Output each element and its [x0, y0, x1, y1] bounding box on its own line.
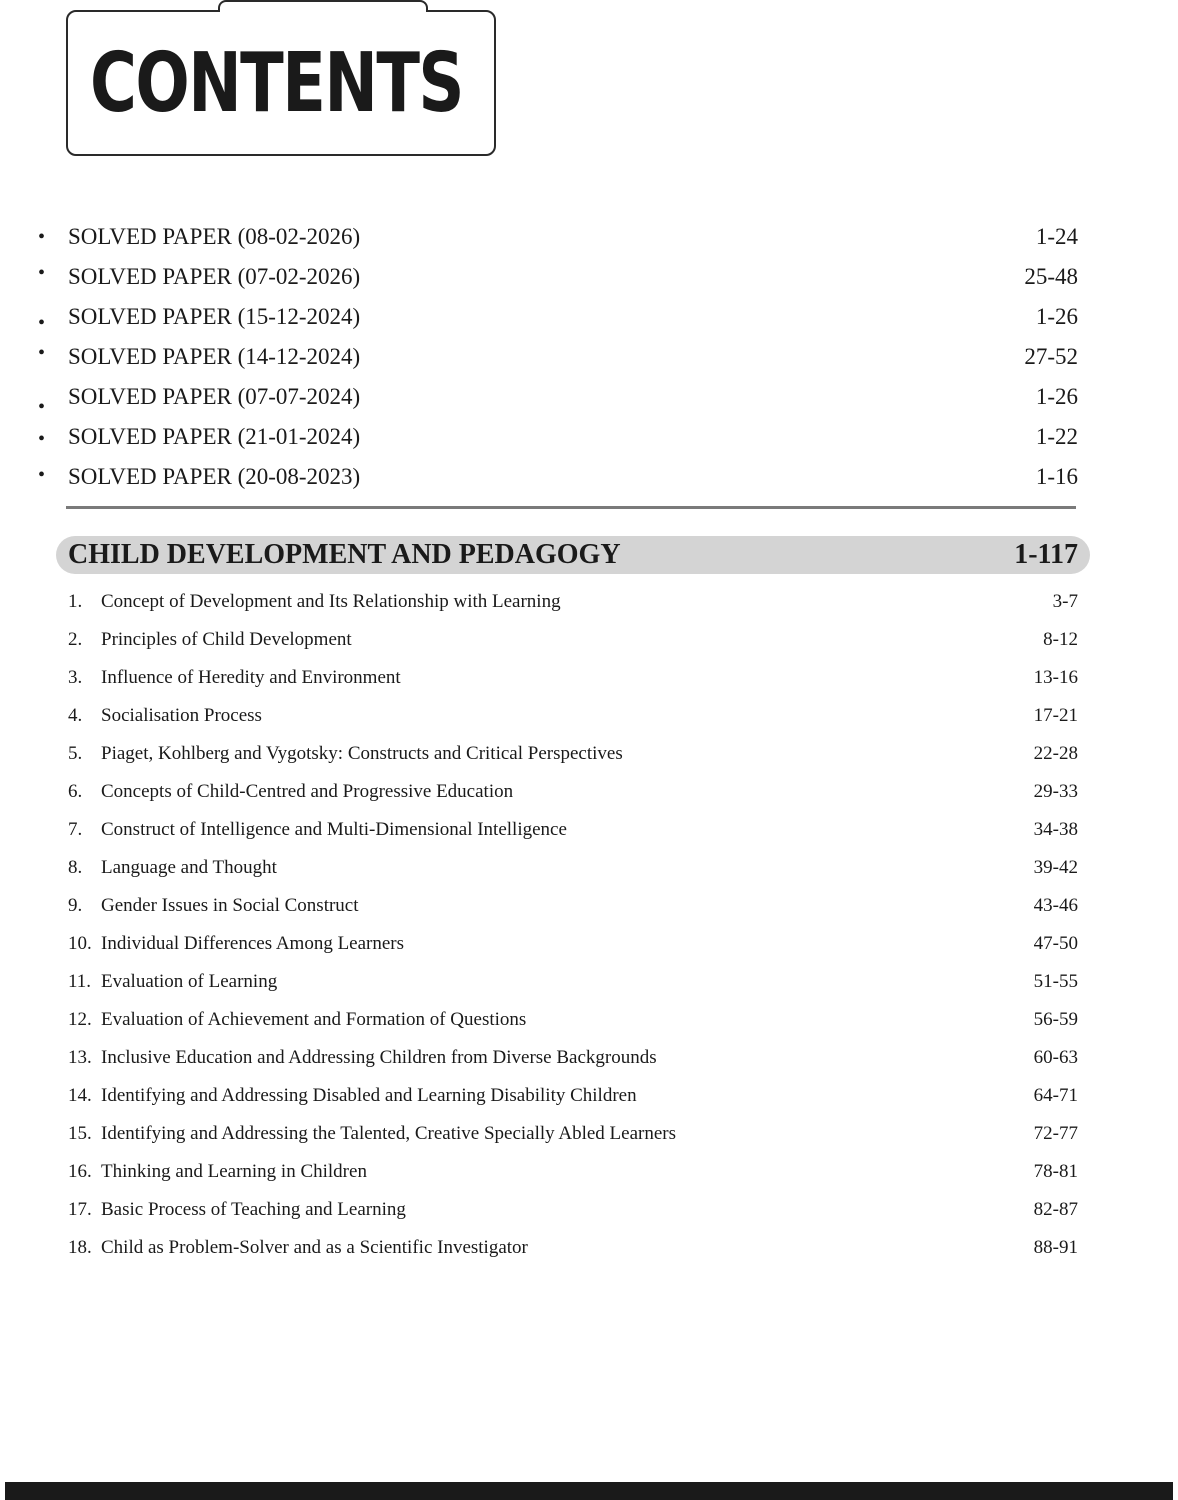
chapter-item [68, 1043, 1080, 1081]
chapter-item [68, 587, 1080, 625]
section-header [56, 536, 1090, 574]
bullet-icon: • [38, 262, 46, 284]
chapter-number: 10. [68, 933, 92, 954]
chapter-pages: 60-63 [1033, 1047, 1078, 1068]
chapter-pages: 43-46 [1033, 895, 1078, 916]
chapter-title: Construct of Intelligence and Multi-Dimensional Intelligence [101, 819, 567, 840]
chapter-title: Individual Differences Among Learners [101, 933, 405, 954]
chapter-pages: 78-81 [1033, 1161, 1078, 1182]
chapter-pages: 34-38 [1033, 819, 1078, 840]
chapter-item [68, 1081, 1080, 1119]
solved-paper-label: SOLVED PAPER (07-02-2026) [68, 264, 361, 289]
chapter-title: Evaluation of Achievement and Formation of Questions [101, 1009, 527, 1030]
page-title: CONTENTS [90, 36, 463, 131]
chapter-item [68, 1195, 1080, 1233]
solved-paper-item [38, 340, 1080, 380]
solved-paper-item [38, 460, 1080, 500]
chapter-item [68, 739, 1080, 777]
solved-paper-label: SOLVED PAPER (08-02-2026) [68, 224, 361, 249]
chapter-pages: 72-77 [1033, 1123, 1078, 1144]
chapter-pages: 47-50 [1033, 933, 1078, 954]
chapter-number: 15. [68, 1123, 92, 1144]
chapter-title: Socialisation Process [101, 705, 262, 726]
chapter-number: 16. [68, 1161, 92, 1182]
chapter-item [68, 1119, 1080, 1157]
chapter-title: Basic Process of Teaching and Learning [101, 1199, 406, 1220]
chapter-title: Influence of Heredity and Environment [101, 667, 401, 688]
solved-paper-label: SOLVED PAPER (21-01-2024) [68, 424, 361, 449]
chapter-pages: 88-91 [1033, 1237, 1078, 1258]
bullet-icon: • [38, 428, 46, 450]
chapter-title: Child as Problem-Solver and as a Scientific Investigator [101, 1237, 528, 1258]
chapter-title: Concepts of Child-Centred and Progressive Education [101, 781, 514, 802]
chapter-item [68, 1233, 1080, 1271]
chapter-pages: 64-71 [1033, 1085, 1078, 1106]
chapter-item [68, 701, 1080, 739]
section-title: CHILD DEVELOPMENT AND PEDAGOGY [68, 539, 621, 570]
chapter-title: Evaluation of Learning [101, 971, 278, 992]
chapter-number: 18. [68, 1237, 92, 1258]
chapter-title: Identifying and Addressing the Talented, Creative Specially Abled Learners [101, 1123, 677, 1144]
chapter-item [68, 625, 1080, 663]
chapter-title: Language and Thought [101, 857, 277, 878]
chapter-item [68, 891, 1080, 929]
chapter-number: 4. [68, 705, 83, 726]
solved-paper-label: SOLVED PAPER (14-12-2024) [68, 344, 361, 369]
chapter-number: 13. [68, 1047, 92, 1068]
chapter-number: 6. [68, 781, 83, 802]
chapter-pages: 39-42 [1033, 857, 1078, 878]
folder-tab-decoration [218, 0, 428, 12]
chapter-pages: 22-28 [1033, 743, 1078, 764]
bullet-icon: • [38, 464, 46, 486]
chapter-pages: 17-21 [1033, 705, 1078, 726]
section-page-range: 1-117 [1014, 539, 1078, 570]
chapter-title: Inclusive Education and Addressing Children from Diverse Backgrounds [101, 1047, 657, 1068]
chapter-number: 3. [68, 667, 83, 688]
solved-paper-item [38, 300, 1080, 340]
chapter-title: Piaget, Kohlberg and Vygotsky: Constructs and Critical Perspectives [101, 743, 623, 764]
solved-paper-label: SOLVED PAPER (15-12-2024) [68, 304, 361, 329]
chapter-pages: 56-59 [1033, 1009, 1078, 1030]
chapter-pages: 8-12 [1043, 629, 1078, 650]
solved-paper-item [38, 380, 1080, 420]
contents-title-box [66, 10, 496, 156]
chapter-title: Concept of Development and Its Relationship with Learning [101, 591, 561, 612]
solved-paper-pages: 25-48 [1024, 264, 1078, 289]
solved-paper-item [38, 220, 1080, 260]
footer-bar [5, 1482, 1173, 1500]
chapter-number: 8. [68, 857, 83, 878]
chapter-pages: 82-87 [1033, 1199, 1078, 1220]
bullet-icon: • [38, 396, 46, 418]
solved-paper-item [38, 420, 1080, 460]
solved-paper-pages: 1-26 [1035, 384, 1078, 409]
chapter-number: 1. [68, 591, 83, 612]
chapter-number: 11. [68, 971, 92, 992]
solved-paper-pages: 1-22 [1035, 424, 1078, 449]
chapter-item [68, 777, 1080, 815]
chapter-item [68, 815, 1080, 853]
solved-paper-label: SOLVED PAPER (07-07-2024) [68, 384, 361, 409]
chapter-item [68, 1157, 1080, 1195]
bullet-icon: • [38, 342, 46, 364]
chapter-number: 5. [68, 743, 83, 764]
bullet-icon: • [38, 226, 46, 248]
chapter-item [68, 1005, 1080, 1043]
chapter-item [68, 967, 1080, 1005]
chapter-item [68, 663, 1080, 701]
chapter-pages: 29-33 [1033, 781, 1078, 802]
solved-paper-label: SOLVED PAPER (20-08-2023) [68, 464, 361, 489]
section-divider [66, 506, 1076, 509]
chapter-list [68, 587, 1080, 1271]
chapter-title: Identifying and Addressing Disabled and Learning Disability Children [101, 1085, 637, 1106]
chapter-title: Principles of Child Development [101, 629, 352, 650]
chapter-number: 12. [68, 1009, 92, 1030]
solved-paper-item [38, 260, 1080, 300]
chapter-title: Thinking and Learning in Children [101, 1161, 367, 1182]
chapter-number: 2. [68, 629, 83, 650]
solved-paper-pages: 1-16 [1035, 464, 1078, 489]
solved-paper-pages: 1-24 [1035, 224, 1078, 249]
chapter-number: 7. [68, 819, 83, 840]
chapter-number: 14. [68, 1085, 92, 1106]
bullet-icon: • [38, 312, 46, 334]
solved-paper-pages: 1-26 [1035, 304, 1078, 329]
chapter-pages: 13-16 [1033, 667, 1078, 688]
chapter-title: Gender Issues in Social Construct [101, 895, 359, 916]
chapter-number: 17. [68, 1199, 92, 1220]
chapter-number: 9. [68, 895, 83, 916]
chapter-item [68, 929, 1080, 967]
chapter-pages: 51-55 [1033, 971, 1078, 992]
solved-papers-list [38, 220, 1080, 500]
chapter-pages: 3-7 [1052, 591, 1078, 612]
solved-paper-pages: 27-52 [1024, 344, 1078, 369]
chapter-item [68, 853, 1080, 891]
